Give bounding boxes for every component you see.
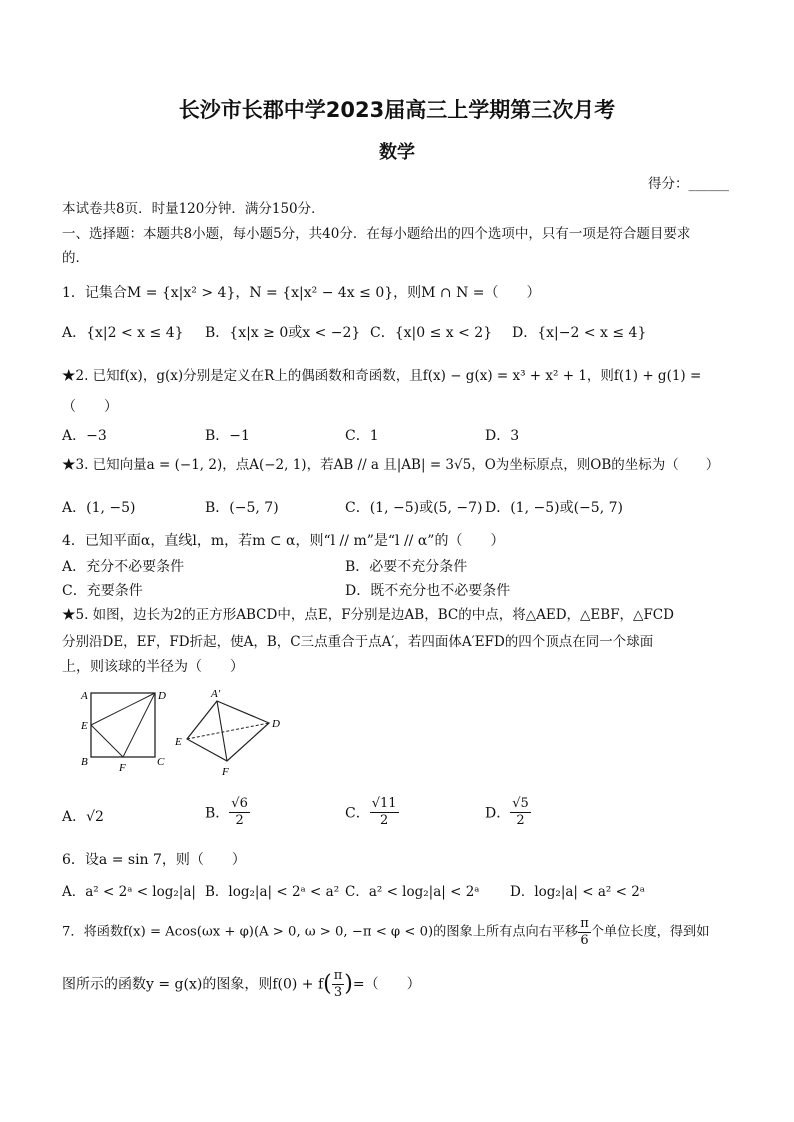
q5-option-c-label: C． <box>345 805 370 822</box>
q3-stem: ★3. 已知向量a = (−1, 2)，点A(−2, 1)，若AB // a 且|AB| = 3√5，O为坐标原点，则OB的坐标为（ ） <box>62 457 720 473</box>
q7-frac2-den: 3 <box>333 985 343 1000</box>
q5-option-d-num: √5 <box>512 796 529 811</box>
fig-label-f: F <box>119 762 126 774</box>
section-heading-cont: 的． <box>62 250 89 266</box>
q5-option-b <box>205 796 250 829</box>
q5-option-d-label: D． <box>485 805 511 822</box>
intro-line: 本试卷共8页．时量120分钟．满分150分． <box>62 201 325 217</box>
q5-option-d-den: 2 <box>516 813 525 828</box>
q4-stem: 4．已知平面α，直线l，m，若m ⊂ α，则“l // m”是“l // α”的（ ） <box>62 533 505 549</box>
subject-title: 数学 <box>379 142 415 163</box>
q7-stem-part2: 个单位长度，得到如 <box>590 924 710 940</box>
q2-stem: ★2. 已知f(x)，g(x)分别是定义在R上的偶函数和奇函数，且f(x) − g(x) = x³ + x² + 1，则f(1) + g(1) = <box>62 368 702 384</box>
q5-option-b-num: √6 <box>231 796 248 811</box>
q2-option-a: A．−3 <box>62 428 107 444</box>
q6-option-c: C．a² < log₂|a| < 2ᵃ <box>345 884 480 900</box>
q5-option-c <box>345 796 399 829</box>
q1-option-d: D．{x|−2 < x ≤ 4} <box>512 325 647 341</box>
q7-stem-part3: 图所示的函数y = g(x)的图象，则f(0) + f <box>62 976 324 993</box>
q6-stem: 6．设a = sin 7，则（ ） <box>62 852 246 868</box>
q2-option-c: C．1 <box>345 428 379 444</box>
q5-stem-line3: 上，则该球的半径为（ ） <box>62 659 244 675</box>
q7-stem-line2: 图所示的函数y = g(x)的图象，则f(0) + f( $\frac{\pi}{3}$ )=（ ） <box>62 968 421 1000</box>
q5-option-b-label: B． <box>205 805 230 822</box>
q3-option-c: C．(1, −5)或(5, −7) <box>345 500 483 516</box>
fig-label-b: B <box>81 756 88 768</box>
q1-stem: 1．记集合M = {x|x² > 4}，N = {x|x² − 4x ≤ 0}，则M ∩ N =（ ） <box>62 285 541 301</box>
q6-option-d: D．log₂|a| < a² < 2ᵃ <box>510 884 646 900</box>
fig-label-d2: D <box>272 718 280 730</box>
q2-option-b: B．−1 <box>205 428 250 444</box>
q1-option-c: C．{x|0 ≤ x < 2} <box>370 325 493 341</box>
q5-option-c-den: 2 <box>379 813 389 828</box>
q7-frac-num: π <box>580 916 589 931</box>
q6-option-b: B．log₂|a| < 2ᵃ < a² <box>205 884 340 900</box>
q3-option-b: B．(−5, 7) <box>205 500 279 516</box>
fig-label-a: A <box>81 690 88 702</box>
fig-label-a-prime: A′ <box>211 688 221 700</box>
q1-option-b: B．{x|x ≥ 0或x < −2} <box>205 325 361 341</box>
q4-option-d: D．既不充分也不必要条件 <box>345 583 511 599</box>
q5-option-c-num: √11 <box>371 796 397 811</box>
q4-option-b: B．必要不充分条件 <box>345 559 468 575</box>
score-label: 得分：______ <box>648 176 729 192</box>
q7-stem-part4: =（ ） <box>352 976 421 993</box>
q7-stem-line1 <box>62 916 709 949</box>
fig-label-e: E <box>81 720 88 732</box>
q5-option-d <box>485 796 531 829</box>
q7-stem-part1: 7．将函数f(x) = Acos(ωx + φ)(A > 0, ω > 0, −π < φ < 0)的图象上所有点向右平移 <box>62 924 579 940</box>
fig-label-e2: E <box>175 736 182 748</box>
page-title: 长沙市长郡中学2023届高三上学期第三次月考 <box>178 98 616 122</box>
fig-label-d: D <box>158 690 166 702</box>
fig-label-c: C <box>157 756 165 768</box>
q5-stem-line1: ★5. 如图，边长为2的正方形ABCD中，点E，F分别是边AB，BC的中点，将△AED，△EBF，△FCD <box>62 607 674 623</box>
q4-option-c: C．充要条件 <box>62 583 143 599</box>
fig-label-f2: F <box>222 766 229 778</box>
q7-frac-den: 6 <box>580 933 589 948</box>
q4-option-a: A．充分不必要条件 <box>62 559 185 575</box>
q5-option-a-value: √2 <box>86 809 104 825</box>
q5-option-a-label: A． <box>62 809 87 825</box>
q5-option-a <box>62 806 104 826</box>
q2-stem-cont: （ ） <box>62 399 118 415</box>
q5-option-b-den: 2 <box>235 813 244 828</box>
q7-frac2-num: π <box>333 968 343 983</box>
q5-figure <box>75 685 295 780</box>
q5-stem-line2: 分别沿DE，EF，FD折起，使A，B，C三点重合于点A′，若四面体A′EFD的四个顶点在同一个球面 <box>62 634 654 650</box>
q2-option-d: D．3 <box>485 428 520 444</box>
section-heading: 一、选择题：本题共8小题，每小题5分，共40分．在每小题给出的四个选项中，只有一项是符合题目要求 <box>62 226 691 242</box>
q1-option-a: A．{x|2 < x ≤ 4} <box>62 325 184 341</box>
q3-option-a: A．(1, −5) <box>62 500 136 516</box>
q3-option-d: D．(1, −5)或(−5, 7) <box>485 500 623 516</box>
q6-option-a: A．a² < 2ᵃ < log₂|a| <box>62 884 196 900</box>
